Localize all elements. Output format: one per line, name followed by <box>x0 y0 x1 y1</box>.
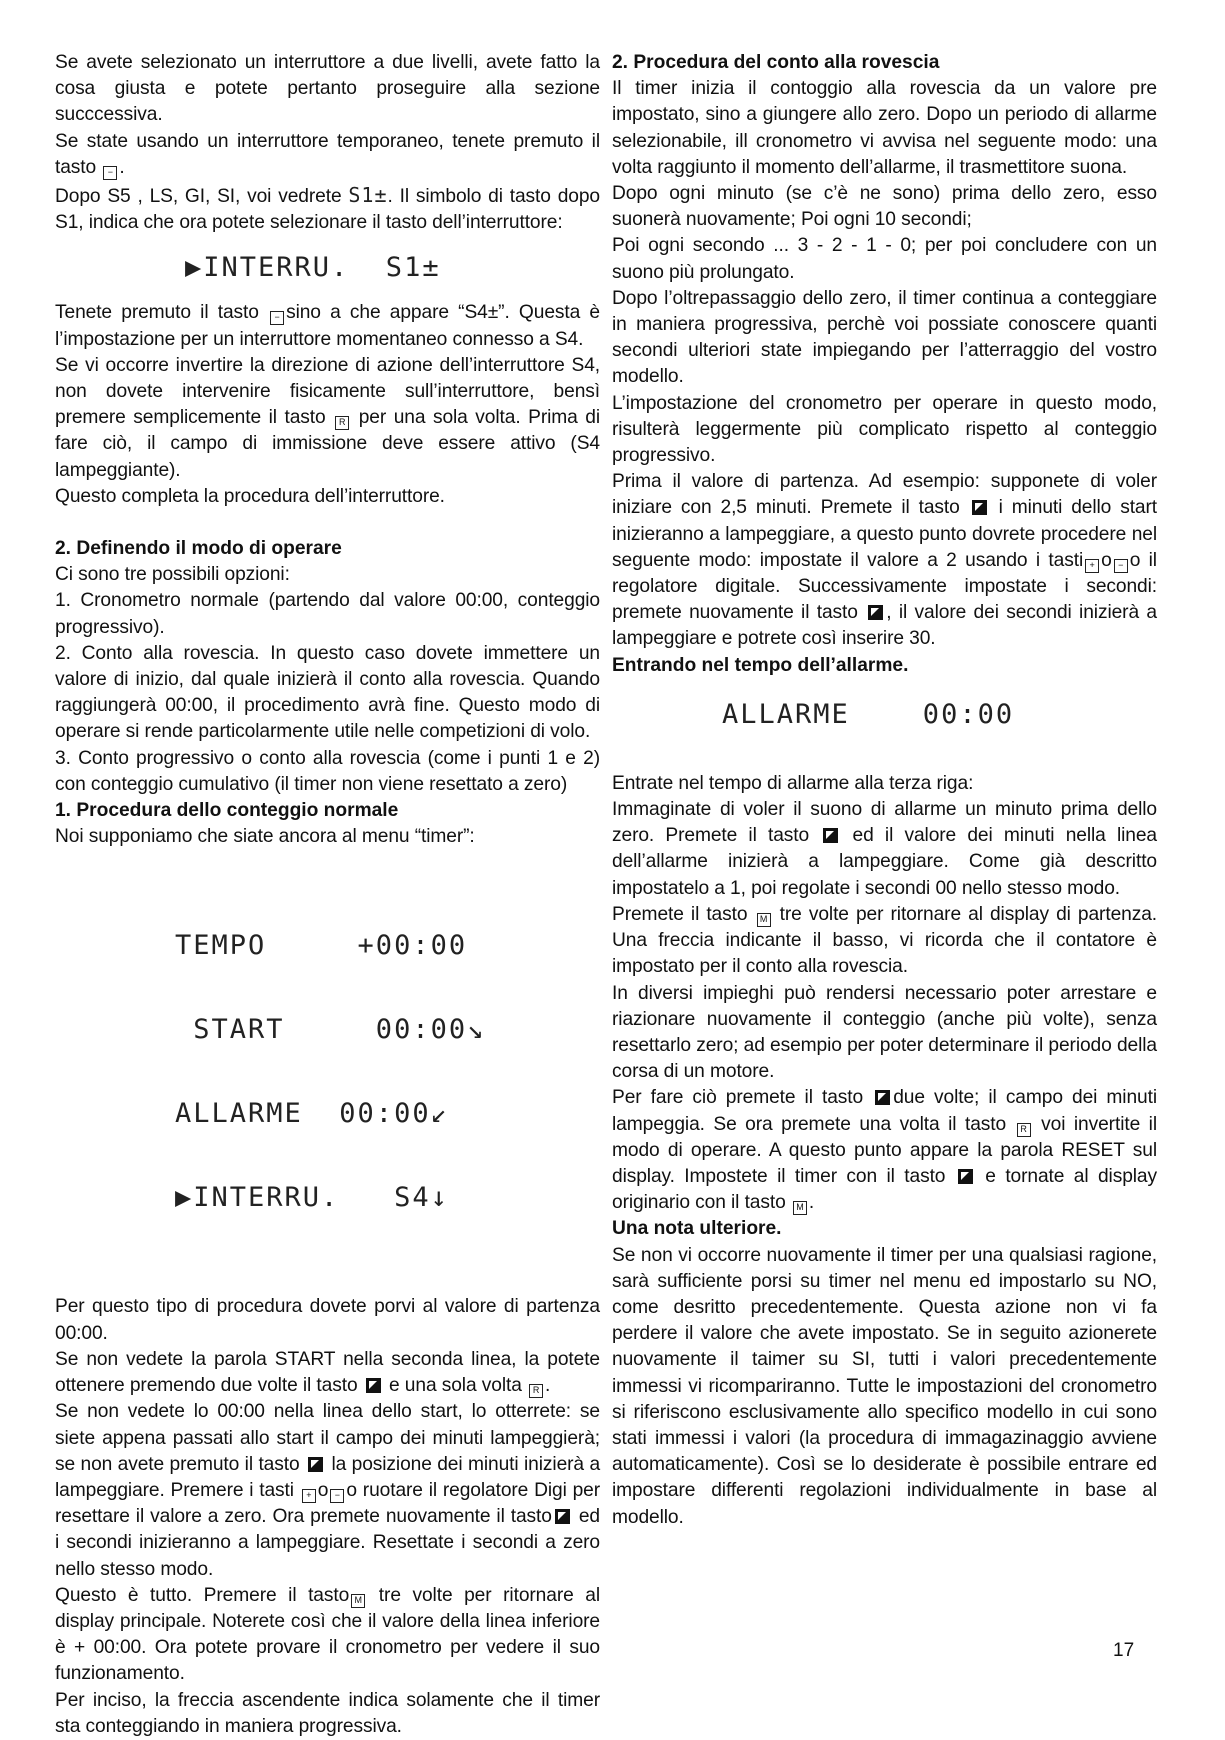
section-heading: 1. Procedura dello conteggio normale <box>55 800 399 822</box>
select-key-icon <box>823 828 838 843</box>
section-heading: 2. Procedura del conto alla rovescia <box>612 52 940 73</box>
paragraph: Se non vedete la parola START nella seconda linea, la potete ottenere premendo due volte il tasto e una sola volta R . <box>55 1348 600 1397</box>
select-key-icon <box>875 1090 890 1105</box>
m-key-icon: M <box>793 1201 807 1215</box>
paragraph: Se non vedete lo 00:00 nella linea dello start, lo otterrete: se siete appena passati allo start il campo dei minuti lampeggierà; se non avete premuto il tasto la posizione dei minuti inizierà a lampeggiare. Premere i tasti + o − o ruotare il regolatore Digi per resettare il valore a zero. Ora premete nuovamente il tasto ed i secondi inizieranno a lampeggiare. Resettate i secondi a zero nello stesso modo. <box>55 1401 601 1580</box>
paragraph: Dopo ogni minuto (se c’è ne sono) prima dello zero, esso suonerà nuovamente; Poi ogni 10 secondi; <box>612 183 1157 231</box>
lcd-display-alarm: ALLARME 00:00 <box>722 698 1015 730</box>
select-key-icon <box>366 1378 381 1393</box>
paragraph: Questo completa la procedura dell’interruttore. <box>55 485 445 507</box>
paragraph: Premete il tasto M tre volte per ritornare al display di partenza. Una freccia indicante il basso, vi ricorda che il contatore è impostato per il conto alla rovescia. <box>612 903 1158 978</box>
paragraph: Il timer inizia il contoggio alla rovescia da un valore pre impostato, sino a giungere allo zero. Dopo un periodo di allarme selezionabile, ill cronometro vi avvisa nel seguente modo: una volta raggiunto il momento dell’allarme, il trasmettitore suona. <box>612 78 1157 178</box>
paragraph: Immaginate di voler il suono di allarme un minuto prima dello zero. Premete il tasto ed il valore dei minuti nella linea dell’allarme inizierà a lampeggiare. Come già descritto impostatelo a 1, poi regolate i secondi 00 nello stesso modo. <box>612 799 1158 899</box>
minus-key-icon: − <box>330 1489 344 1503</box>
select-key-icon <box>868 605 883 620</box>
paragraph: Tenete premuto il tasto − sino a che appare “S4±”. Questa è l’impostazione per un interruttore momentaneo connesso a S4. <box>55 302 600 350</box>
m-key-icon: M <box>351 1594 365 1608</box>
paragraph: 3. Conto progressivo o conto alla rovescia (come i punti 1 e 2) con conteggio cumulativo (il timer non viene resettato a zero) <box>55 747 600 795</box>
paragraph: Noi supponiamo che siate ancora al menu “timer”: <box>55 826 475 848</box>
section-heading: 2. Definendo il modo di operare <box>55 538 342 560</box>
lcd-line: START 00:00↘ <box>175 1014 486 1046</box>
section-heading: Una nota ulteriore. <box>612 1218 782 1240</box>
clear-key-icon: − <box>103 166 117 180</box>
lcd-line: TEMPO +00:00 <box>175 930 468 962</box>
plus-key-icon: + <box>302 1489 316 1503</box>
paragraph: Ci sono tre possibili opzioni: <box>55 564 290 586</box>
lcd-display-interru: ▶INTERRU. S1± <box>185 252 441 284</box>
paragraph: 1. Cronometro normale (partendo dal valore 00:00, conteggio progressivo). <box>55 590 600 638</box>
lcd-line: ALLARME 00:00↙ <box>175 1098 449 1130</box>
paragraph: Per inciso, la freccia ascendente indica solamente che il timer sta conteggiando in maniera progressiva. <box>55 1689 600 1737</box>
select-key-icon <box>958 1169 973 1184</box>
m-key-icon: M <box>757 913 771 927</box>
paragraph: Questo è tutto. Premere il tasto M tre volte per ritornare al display principale. Noterete così che il valore della linea inferiore è + 00:00. Ora potete provare il cronometro per vedere il suo funzionamento. <box>55 1584 601 1685</box>
r-key-icon: R <box>529 1384 543 1398</box>
lcd-display-timer-menu <box>175 876 600 1268</box>
select-key-icon <box>555 1509 570 1524</box>
paragraph: Se state usando un interruttore temporaneo, tenete premuto il tasto − . <box>55 130 600 178</box>
right-column <box>612 50 1157 1531</box>
paragraph: In diversi impieghi può rendersi necessario poter arrestare e riazionare nuovamente il conteggio (anche più volte), senza resettarlo zero; ad esempio per poter determinare il periodo della corsa di un motore. <box>612 982 1157 1083</box>
paragraph: 2. Conto alla rovescia. In questo caso dovete immettere un valore di inizio, dal quale inizierà il conto alla rovescia. Quando raggiungerà 00:00, il procedimento avrà fine. Questo modo di operare si rende particolarmente utile nelle competizioni di volo. <box>55 642 600 743</box>
paragraph: Prima il valore di partenza. Ad esempio: supponete di voler iniziare con 2,5 minuti. Premete il tasto i minuti dello start inizieranno a lampeggiare, a questo punto dovrete procedere nel seguente modo: impostate il valore a 2 usando i tasti + o − o il regolatore digitale. Successivamente impostate i secondi: premete nuovamente il tasto , il valore dei secondi inizierà a lampeggiare e potrete così inserire 30. <box>612 471 1158 650</box>
minus-key-icon: − <box>270 311 284 325</box>
paragraph: Se non vi occorre nuovamente il timer per una qualsiasi ragione, sarà sufficiente porsi su timer nel menu ed impostarlo su NO, come desritto precedentemente. Questa azione non vi fa perdere il valore che avete impostato. Se in seguito azionerete nuovamente il taimer su SI, tutti i valori precedentemente immessi vi ricompariranno. Tutte le impostazioni del cronometro si riferiscono esclusivamente allo specifico modello in cui sono stati immessi i valori (la procedura di immagazinaggio avviene automaticamente). Così se lo desiderate è possibile entrare ed impostare differenti regolazioni individualmente in base al modello. <box>612 1244 1157 1528</box>
paragraph: Per questo tipo di procedura dovete porvi al valore di partenza 00:00. <box>55 1296 600 1344</box>
paragraph: Se avete selezionato un interruttore a due livelli, avete fatto la cosa giusta e potete pertanto proseguire alla sezione succcessiva. <box>55 52 600 126</box>
left-column <box>55 50 600 1740</box>
minus-key-icon: − <box>1114 559 1128 573</box>
paragraph: Entrate nel tempo di allarme alla terza riga: <box>612 772 974 794</box>
plus-key-icon: + <box>1085 559 1099 573</box>
page-number: 17 <box>1113 1640 1135 1661</box>
paragraph: Dopo S5 , LS, GI, SI, voi vedrete S1±. Il simbolo di tasto dopo S1, indica che ora potete selezionare il tasto dell’interruttore: <box>55 183 601 234</box>
r-key-icon: R <box>335 416 349 430</box>
paragraph: L’impostazione del cronometro per operare in questo modo, risulterà leggermente più complicato rispetto al conteggio progressivo. <box>612 392 1157 467</box>
select-key-icon <box>308 1457 323 1472</box>
paragraph: Per fare ciò premete il tasto due volte; il campo dei minuti lampeggia. Se ora premete una volta il tasto R voi invertite il modo di operare. A questo punto appare la parola RESET sul display. Impostete il timer con il tasto e tornate al display originario con il tasto M . <box>612 1087 1158 1214</box>
paragraph: Se vi occorre invertire la direzione di azione dell’interruttore S4, non dovete intervenire fisicamente sull’interruttore, bensì premere semplicemente il tasto R per una sola volta. Prima di fare ciò, il campo di immissione deve essere attivo (S4 lampeggiante). <box>55 354 601 481</box>
lcd-symbol: S1± <box>348 183 388 208</box>
lcd-line: ▶INTERRU. S4↓ <box>175 1182 449 1214</box>
section-heading: Entrando nel tempo dell’allarme. <box>612 654 909 676</box>
paragraph: Dopo l’oltrepassaggio dello zero, il timer continua a conteggiare in maniera progressiva, perchè voi possiate conoscere quanti secondi ulteriori state impiegando per l’atterraggio del vostro modello. <box>612 287 1157 388</box>
select-key-icon <box>972 500 987 515</box>
r-key-icon: R <box>1017 1123 1031 1137</box>
paragraph: Poi ogni secondo ... 3 - 2 - 1 - 0; per poi concludere con un suono più prolungato. <box>612 235 1157 283</box>
